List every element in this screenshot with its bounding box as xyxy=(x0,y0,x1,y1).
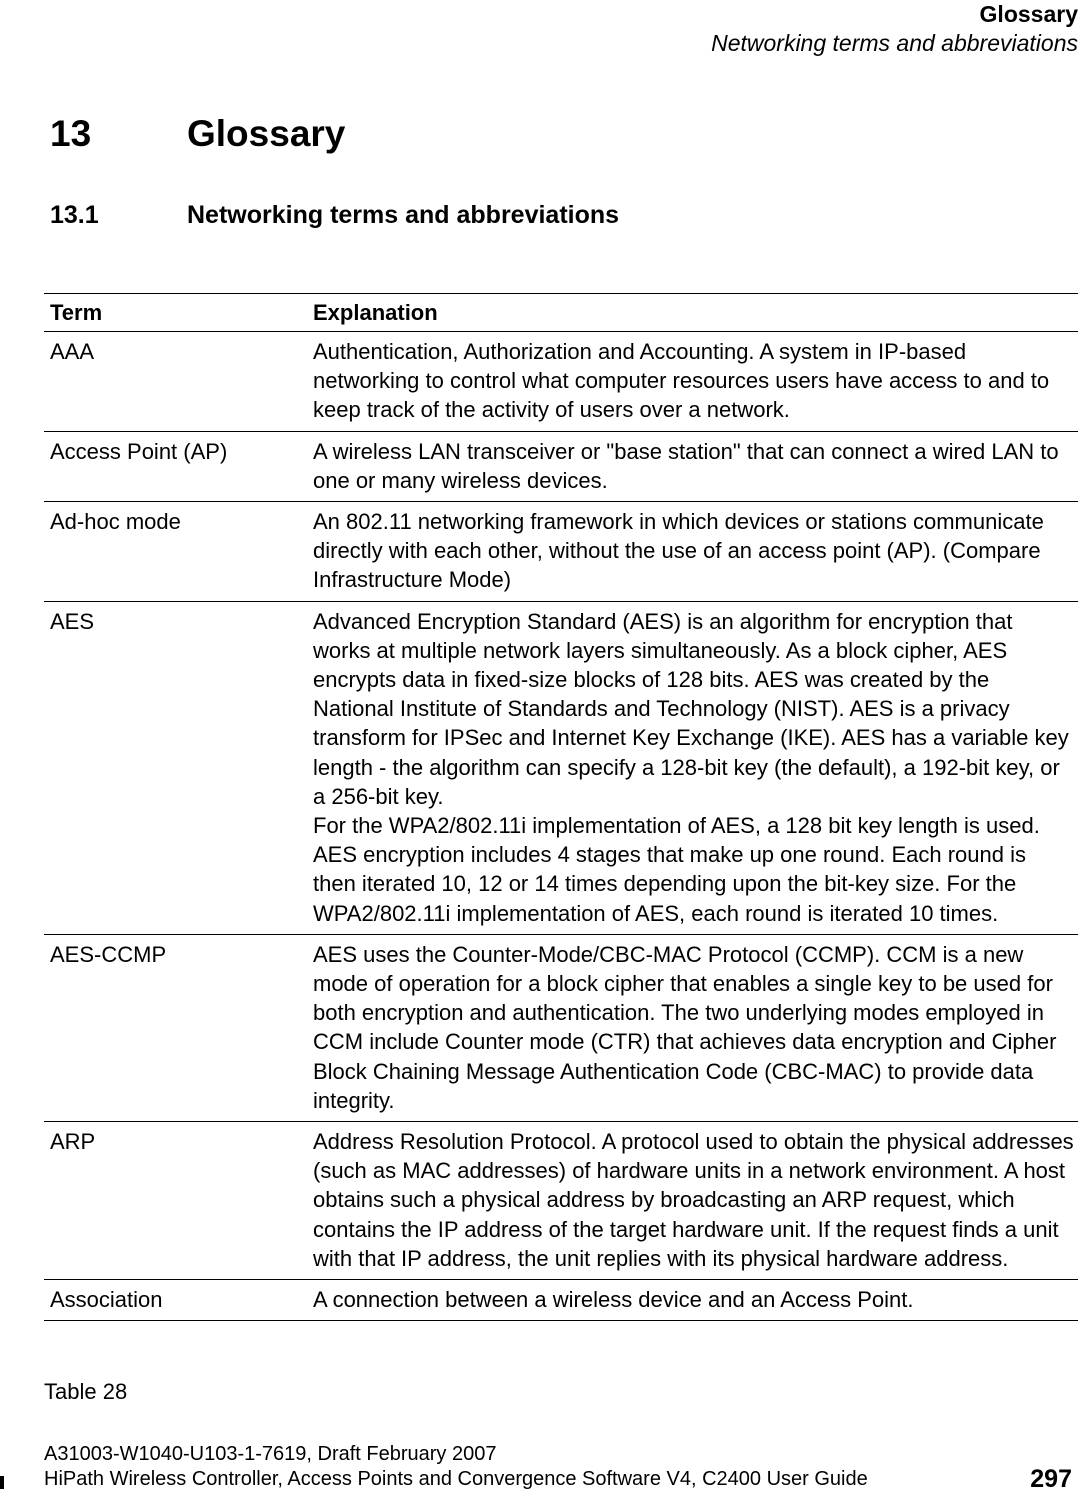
page-edge-marker xyxy=(0,1476,4,1489)
running-header-chapter: Glossary xyxy=(979,1,1078,27)
term-cell: AAA xyxy=(44,332,307,432)
table-row xyxy=(44,332,1078,432)
section-title xyxy=(50,198,619,232)
table-row xyxy=(44,502,1078,602)
explanation-text: AES uses the Counter-Mode/CBC-MAC Protocol (CCMP). CCM is a new mode of operation for a block cipher that enables a single key to be used for both encryption and authentication. The two underlying modes employed in CCM include Counter mode (CTR) that achieves data encryption and Cipher Block Chaining Message Authentication Code (CBC-MAC) to provide data integrity. xyxy=(313,941,1057,1113)
explanation-cell xyxy=(307,1280,1078,1321)
explanation-cell xyxy=(307,431,1078,501)
chapter-title-text: Glossary xyxy=(187,113,346,154)
running-header xyxy=(711,0,1078,58)
explanation-text: Authentication, Authorization and Accounting. A system in IP-based networking to control what computer resources users have access to and to keep track of the activity of users over a network. xyxy=(313,339,1050,423)
term-cell: Association xyxy=(44,1280,307,1321)
term-cell: Access Point (AP) xyxy=(44,431,307,501)
table-row xyxy=(44,1122,1078,1280)
explanation-cell xyxy=(307,934,1078,1121)
table-row xyxy=(44,1280,1078,1321)
page-number: 297 xyxy=(1030,1465,1072,1493)
header-explanation: Explanation xyxy=(307,294,1078,332)
header-term: Term xyxy=(44,294,307,332)
explanation-cell xyxy=(307,601,1078,934)
table-caption: Table 28 xyxy=(44,1379,128,1404)
section-title-text: Networking terms and abbreviations xyxy=(187,201,620,229)
chapter-title xyxy=(50,112,345,156)
table-row xyxy=(44,431,1078,501)
term-cell: AES xyxy=(44,601,307,934)
footer-product: HiPath Wireless Controller, Access Points and Convergence Software V4, C2400 User Guide xyxy=(44,1468,868,1490)
explanation-cell xyxy=(307,332,1078,432)
explanation-text: A connection between a wireless device and an Access Point. xyxy=(313,1287,914,1313)
section-number: 13.1 xyxy=(50,201,99,229)
explanation-text: A wireless LAN transceiver or "base station" that can connect a wired LAN to one or many wireless devices. xyxy=(313,438,1059,493)
explanation-text: An 802.11 networking framework in which devices or stations communicate directly with each other, without the use of an access point (AP). (Compare Infrastructure Mode) xyxy=(313,509,1044,593)
explanation-text: For the WPA2/802.11i implementation of AES, a 128 bit key length is used. AES encryption includes 4 stages that make up one round. Each round is then iterated 10, 12 or 14 times depending upon the bit-key size. For the WPA2/802.11i implementation of AES, each round is iterated 10 times. xyxy=(313,813,1040,926)
table-row xyxy=(44,934,1078,1121)
page-footer xyxy=(44,1442,868,1492)
explanation-text: Advanced Encryption Standard (AES) is an algorithm for encryption that works at multiple network layers simultaneously. As a block cipher, AES encrypts data in fixed-size blocks of 128 bits. AES was created by the National Institute of Standards and Technology (NIST). AES is a privacy transform for IPSec and Internet Key Exchange (IKE). AES has a variable key length - the algorithm can specify a 128-bit key (the default), a 192-bit key, or a 256-bit key. xyxy=(313,608,1069,809)
explanation-cell xyxy=(307,1122,1078,1280)
glossary-table xyxy=(44,293,1078,1321)
term-cell: ARP xyxy=(44,1122,307,1280)
running-header-section: Networking terms and abbreviations xyxy=(711,30,1078,56)
explanation-cell xyxy=(307,502,1078,602)
explanation-text: Address Resolution Protocol. A protocol used to obtain the physical addresses (such as MAC addresses) of hardware units in a network environment. A host obtains such a physical address by broadcasting an ARP request, which contains the IP address of the target hardware unit. If the request finds a unit with that IP address, the unit replies with its physical hardware address. xyxy=(313,1129,1074,1271)
footer-doc-id: A31003-W1040-U103-1-7619, Draft February 2007 xyxy=(44,1443,497,1465)
table-row xyxy=(44,601,1078,934)
term-cell: AES-CCMP xyxy=(44,934,307,1121)
chapter-number: 13 xyxy=(50,113,92,154)
term-cell: Ad-hoc mode xyxy=(44,502,307,602)
table-header-row xyxy=(44,294,1078,332)
